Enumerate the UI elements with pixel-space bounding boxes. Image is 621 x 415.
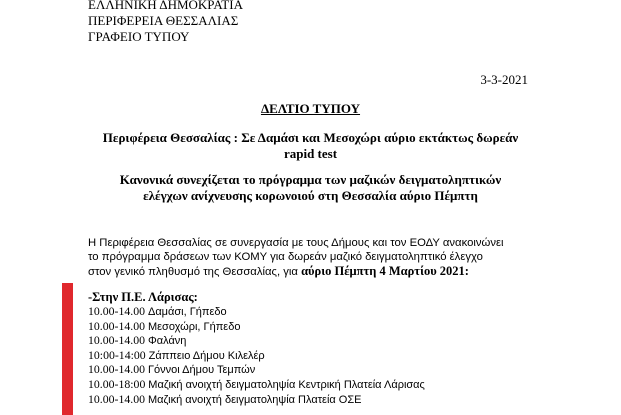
schedule-time: 10:00-14:00 bbox=[88, 347, 146, 362]
schedule-time: 10.00-14.00 bbox=[88, 318, 146, 333]
release-date: 3-3-2021 bbox=[480, 72, 528, 87]
schedule-item bbox=[88, 378, 425, 393]
schedule-place: Μαζική ανοιχτή δειγματοληψία Κεντρική Πλατεία Λάρισας bbox=[148, 378, 425, 391]
schedule-place: Μαζική ανοιχτή δειγματοληψία Πλατεία ΟΣΕ bbox=[147, 393, 362, 406]
schedule-item bbox=[88, 305, 425, 320]
schedule-time: 10.00-14.00 bbox=[88, 333, 146, 348]
document-title: ΔΕΛΤΙΟ ΤΥΠΟΥ bbox=[260, 101, 361, 116]
intro-line-1: Η Περιφέρεια Θεσσαλίας σε συνεργασία με τους Δήμους και τον ΕΟΔΥ ανακοινώνει bbox=[88, 237, 504, 249]
schedule-place: Φαλάνη bbox=[147, 335, 187, 348]
intro-line-3 bbox=[88, 264, 538, 279]
intro-line-2: το πρόγραμμα δράσεων των ΚΟΜΥ για δωρεάν μαζικό δειγματοληπτικό έλεγχο bbox=[88, 251, 483, 263]
headline-line-2: rapid test bbox=[283, 146, 338, 161]
schedule-place: Δαμάσι, Γήπεδο bbox=[147, 306, 227, 318]
schedule-place: Γόννοι Δήμου Τεμπών bbox=[147, 364, 256, 377]
intro-paragraph bbox=[88, 236, 538, 279]
schedule-place: Μεσοχώρι, Γήπεδο bbox=[147, 320, 241, 333]
schedule-time: 10.00-14.00 bbox=[88, 362, 146, 377]
intro-line-3-text: στον γενικό πληθυσμό της Θεσσαλίας, για bbox=[88, 266, 302, 278]
issuer-header bbox=[88, 0, 243, 45]
schedule-item bbox=[88, 363, 425, 378]
schedule-time: 10.00-14.00 bbox=[88, 391, 146, 406]
headline bbox=[0, 130, 621, 162]
schedule-list bbox=[88, 290, 425, 407]
subheadline-line-2: ελέγχων ανίχνευσης κορωνοιού στη Θεσσαλία αύριο Πέμπτη bbox=[143, 188, 478, 203]
header-line-region: ΠΕΡΙΦΕΡΕΙΑ ΘΕΣΣΑΛΙΑΣ bbox=[88, 13, 239, 28]
subheadline bbox=[0, 172, 621, 204]
schedule-item bbox=[88, 349, 425, 364]
schedule-item bbox=[88, 393, 425, 408]
schedule-time: 10.00-18:00 bbox=[88, 376, 146, 391]
schedule-item bbox=[88, 334, 425, 349]
schedule-time: 10.00-14.00 bbox=[88, 304, 146, 318]
schedule-place: Ζάππειο Δήμου Κιλελέρ bbox=[148, 349, 265, 362]
intro-line-3-date: αύριο Πέμπτη 4 Μαρτίου 2021: bbox=[301, 264, 469, 278]
accent-bar bbox=[62, 283, 73, 415]
headline-line-1: Περιφέρεια Θεσσαλίας : Σε Δαμάσι και Μεσοχώρι αύριο εκτάκτως δωρεάν bbox=[102, 130, 519, 145]
schedule-item bbox=[88, 320, 425, 335]
header-line-republic: ΕΛΛΗΝΙΚΗ ΔΗΜΟΚΡΑΤΙΑ bbox=[88, 0, 243, 12]
header-line-office: ΓΡΑΦΕΙΟ ΤΥΠΟΥ bbox=[88, 29, 190, 44]
subheadline-line-1: Κανονικά συνεχίζεται το πρόγραμμα των μαζικών δειγματοληπτικών bbox=[119, 172, 502, 187]
schedule-heading: -Στην Π.Ε. Λάρισας: bbox=[88, 290, 198, 304]
